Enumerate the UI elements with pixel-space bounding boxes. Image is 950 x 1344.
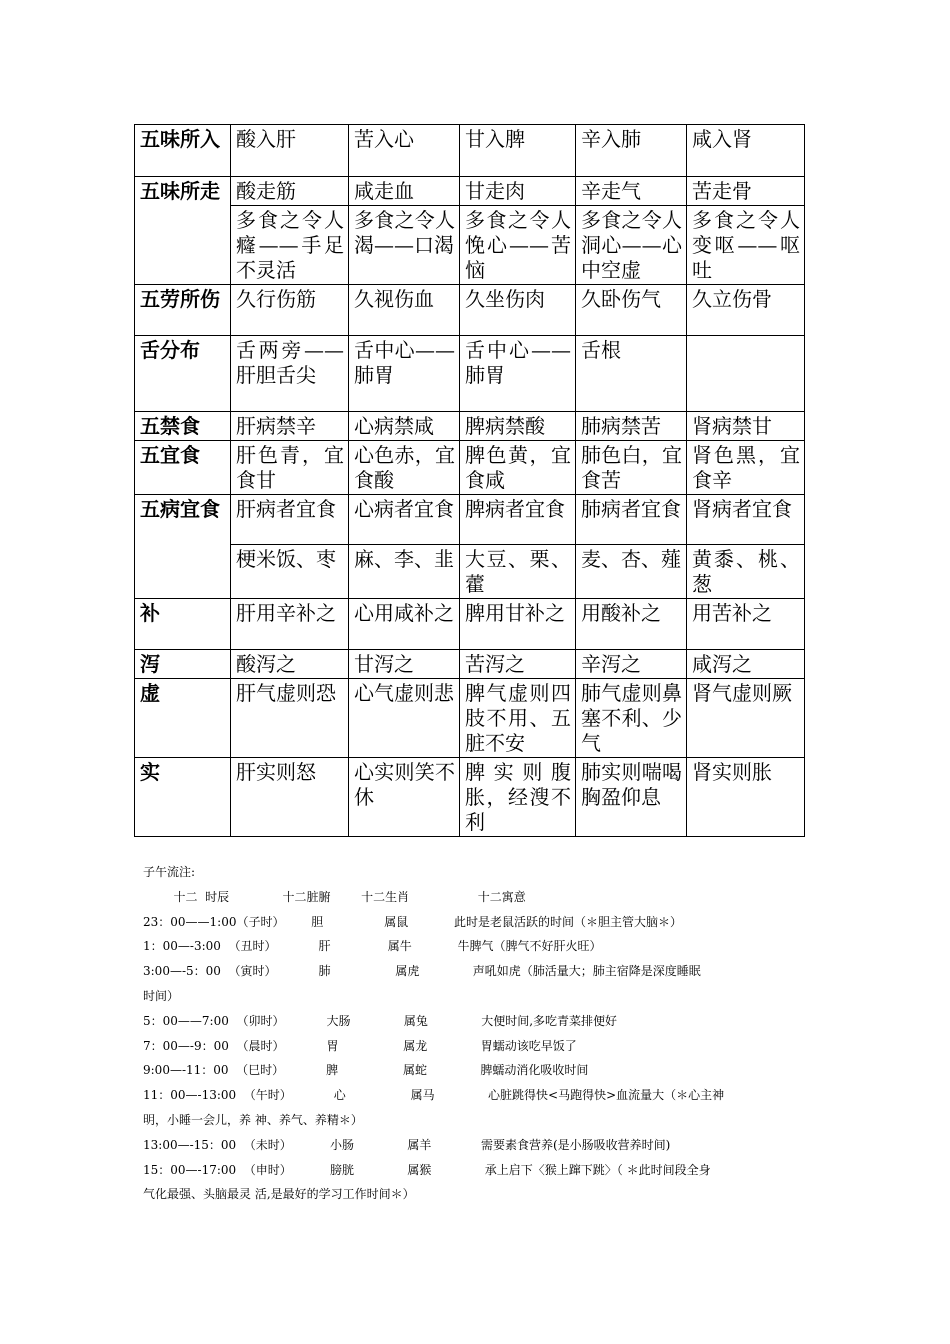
table-cell: 辛泻之 bbox=[576, 650, 687, 679]
table-cell bbox=[687, 336, 805, 412]
table-cell: 肾病者宜食 bbox=[687, 495, 805, 545]
notes-header: 十二 时辰 十二脏腑 十二生肖 十二寓意 bbox=[143, 889, 526, 904]
table-cell: 肝气虚则恐 bbox=[231, 679, 349, 758]
table-cell: 辛入肺 bbox=[576, 125, 687, 177]
table-cell: 肝用辛补之 bbox=[231, 599, 349, 650]
notes-line: 23：00——1:00（子时） 胆 属鼠 此时是老鼠活跃的时间（＊胆主管大脑＊） bbox=[143, 914, 682, 929]
row-header: 补 bbox=[135, 599, 231, 650]
table-cell: 久卧伤气 bbox=[576, 285, 687, 336]
table-row bbox=[135, 206, 805, 285]
table-cell: 心病者宜食 bbox=[349, 495, 460, 545]
table-cell: 肾实则胀 bbox=[687, 758, 805, 837]
table-cell: 多食之令人癃——手足不灵活 bbox=[231, 206, 349, 285]
table-cell: 肺气虚则鼻塞不利、少气 bbox=[576, 679, 687, 758]
table-cell: 久坐伤肉 bbox=[460, 285, 576, 336]
table-row bbox=[135, 177, 805, 206]
notes-line: 7：00—-9：00 （晨时） 胃 属龙 胃蠕动该吃早饭了 bbox=[143, 1038, 577, 1053]
notes-line: 11：00—-13:00 （午时） 心 属马 心脏跳得快<马跑得快>血流量大（＊心主神 bbox=[143, 1088, 725, 1103]
table-cell: 肺实则喘喝胸盈仰息 bbox=[576, 758, 687, 837]
row-header: 五味所入 bbox=[135, 125, 231, 177]
table-cell: 脾色黄，宜食咸 bbox=[460, 441, 576, 495]
table-row bbox=[135, 441, 805, 495]
table-cell: 苦泻之 bbox=[460, 650, 576, 679]
table-cell: 多食之令人变呕——呕吐 bbox=[687, 206, 805, 285]
table-cell: 肺色白，宜食苦 bbox=[576, 441, 687, 495]
table-cell: 心色赤，宜食酸 bbox=[349, 441, 460, 495]
table-cell: 甘泻之 bbox=[349, 650, 460, 679]
table-cell: 心病禁咸 bbox=[349, 412, 460, 441]
table-cell: 用苦补之 bbox=[687, 599, 805, 650]
table-cell: 肝病禁辛 bbox=[231, 412, 349, 441]
table-row bbox=[135, 650, 805, 679]
table-cell: 舌中心——肺胃 bbox=[460, 336, 576, 412]
table-cell: 多食之令人洞心——心中空虚 bbox=[576, 206, 687, 285]
table-cell: 咸走血 bbox=[349, 177, 460, 206]
table-cell: 苦走骨 bbox=[687, 177, 805, 206]
table-cell: 肾病禁甘 bbox=[687, 412, 805, 441]
notes-line: 1：00—-3:00 （丑时） 肝 属牛 牛脾气（脾气不好肝火旺） bbox=[143, 939, 602, 954]
table-cell: 心实则笑不休 bbox=[349, 758, 460, 837]
table-cell: 脾实则腹胀，经溲不利 bbox=[460, 758, 576, 837]
table-cell: 苦入心 bbox=[349, 125, 460, 177]
notes-line: 5：00——7:00 （卯时） 大肠 属兔 大便时间,多吃青菜排便好 bbox=[143, 1013, 618, 1028]
table-cell: 肺病者宜食 bbox=[576, 495, 687, 545]
table-cell: 舌两旁——肝胆舌尖 bbox=[231, 336, 349, 412]
table-cell: 久立伤骨 bbox=[687, 285, 805, 336]
table-cell: 甘入脾 bbox=[460, 125, 576, 177]
table-cell: 久视伤血 bbox=[349, 285, 460, 336]
row-header: 五宜食 bbox=[135, 441, 231, 495]
table-cell: 黄黍、桃、葱 bbox=[687, 545, 805, 599]
table-row bbox=[135, 336, 805, 412]
notes-line: 气化最强、头脑最灵 活,是最好的学习工作时间＊） bbox=[143, 1187, 415, 1202]
notes-line: 明，小睡一会儿，养 神、养气、养精＊） bbox=[143, 1112, 363, 1127]
table-cell: 肝实则怒 bbox=[231, 758, 349, 837]
table-cell: 肾气虚则厥 bbox=[687, 679, 805, 758]
table-row bbox=[135, 125, 805, 177]
row-header: 舌分布 bbox=[135, 336, 231, 412]
table-cell: 肺病禁苦 bbox=[576, 412, 687, 441]
table-cell: 用酸补之 bbox=[576, 599, 687, 650]
table-cell: 咸泻之 bbox=[687, 650, 805, 679]
table-row bbox=[135, 758, 805, 837]
notes-title: 子午流注: bbox=[143, 865, 196, 879]
table-cell: 肝病者宜食 bbox=[231, 495, 349, 545]
table-cell: 肝色青，宜食甘 bbox=[231, 441, 349, 495]
row-header: 泻 bbox=[135, 650, 231, 679]
row-header: 虚 bbox=[135, 679, 231, 758]
table-cell: 心用咸补之 bbox=[349, 599, 460, 650]
table-cell: 肾色黑，宜食辛 bbox=[687, 441, 805, 495]
notes-line: 时间） bbox=[143, 988, 180, 1003]
table-row bbox=[135, 412, 805, 441]
row-header: 五病宜食 bbox=[135, 495, 231, 599]
notes-line: 13:00—-15：00 （未时） 小肠 属羊 需要素食营养(是小肠吸收营养时间) bbox=[143, 1137, 671, 1152]
zi-wu-liu-zhu-notes bbox=[143, 860, 809, 1207]
table-cell: 脾病者宜食 bbox=[460, 495, 576, 545]
row-header: 五味所走 bbox=[135, 177, 231, 285]
table-cell: 舌根 bbox=[576, 336, 687, 412]
table-cell: 舌中心——肺胃 bbox=[349, 336, 460, 412]
row-header: 五劳所伤 bbox=[135, 285, 231, 336]
table-cell: 大豆、栗、藿 bbox=[460, 545, 576, 599]
table-cell: 辛走气 bbox=[576, 177, 687, 206]
table-cell: 脾用甘补之 bbox=[460, 599, 576, 650]
table-cell: 脾病禁酸 bbox=[460, 412, 576, 441]
table-cell: 麻、李、韭 bbox=[349, 545, 460, 599]
notes-line: 15：00—-17:00 （申时） 膀胱 属猴 承上启下〈猴上蹿下跳〉（ ＊此时间段全身 bbox=[143, 1162, 711, 1177]
table-cell: 久行伤筋 bbox=[231, 285, 349, 336]
table-cell: 酸泻之 bbox=[231, 650, 349, 679]
table-cell: 咸入肾 bbox=[687, 125, 805, 177]
five-elements-table bbox=[134, 124, 805, 837]
table-cell: 梗米饭、枣 bbox=[231, 545, 349, 599]
table-cell: 心气虚则悲 bbox=[349, 679, 460, 758]
table-row bbox=[135, 495, 805, 545]
table-row bbox=[135, 679, 805, 758]
table-cell: 甘走肉 bbox=[460, 177, 576, 206]
table-cell: 多食之令人渴——口渴 bbox=[349, 206, 460, 285]
table-cell: 酸走筋 bbox=[231, 177, 349, 206]
table-cell: 酸入肝 bbox=[231, 125, 349, 177]
notes-line: 9:00—-11：00 （巳时） 脾 属蛇 脾蠕动消化吸收时间 bbox=[143, 1063, 589, 1078]
table-cell: 脾气虚则四肢不用、五脏不安 bbox=[460, 679, 576, 758]
table-row bbox=[135, 285, 805, 336]
table-row bbox=[135, 545, 805, 599]
notes-line: 3:00—-5：00 （寅时） 肺 属虎 声吼如虎（肺活量大；肺主宿降是深度睡眠 bbox=[143, 964, 701, 979]
table-cell: 麦、杏、薤 bbox=[576, 545, 687, 599]
table-row bbox=[135, 599, 805, 650]
table-cell: 多食之令人悗心——苦恼 bbox=[460, 206, 576, 285]
row-header: 实 bbox=[135, 758, 231, 837]
row-header: 五禁食 bbox=[135, 412, 231, 441]
